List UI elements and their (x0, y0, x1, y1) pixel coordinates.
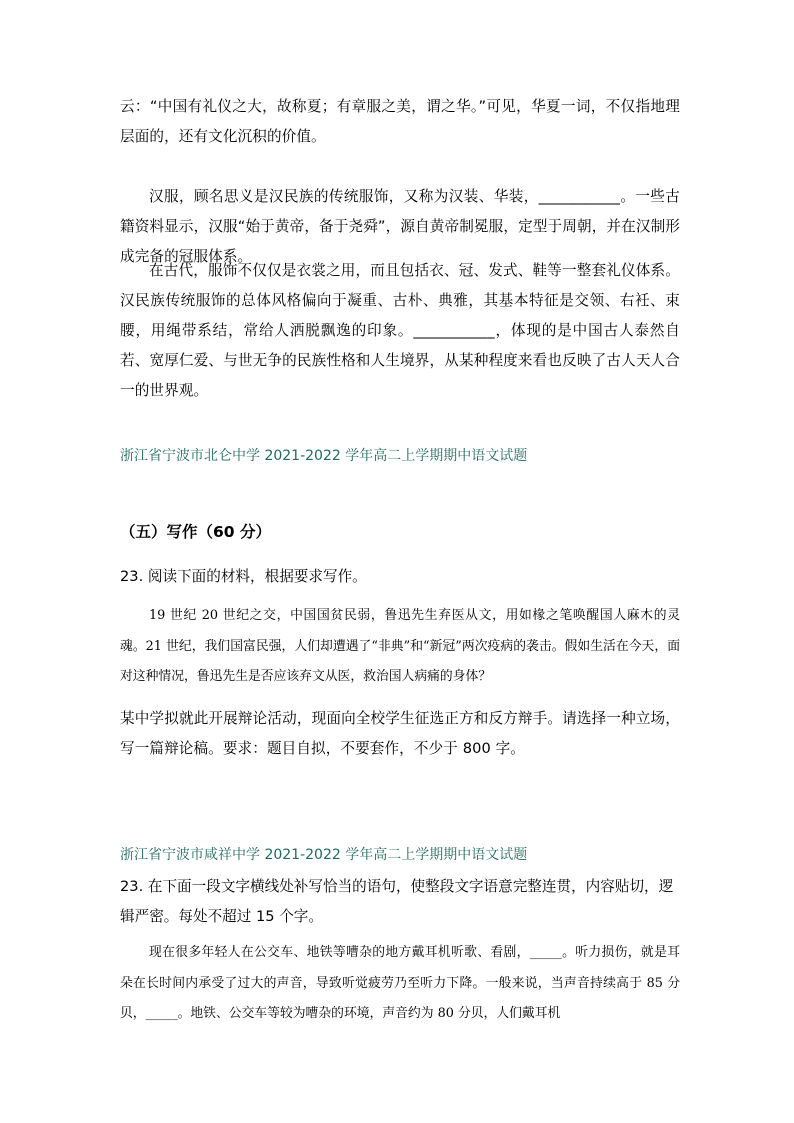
fill-material-text: 现在很多年轻人在公交车、地铁等嘈杂的地方戴耳机听歌、看剧，_____。听力损伤，就是耳朵在长时间内承受了过大的声音，导致听觉疲劳乃至听力下降。一般来说，当声音持续高于 85 分贝，_____。地铁、公交车等较为嘈杂的环境，声音约为 80 分贝，人们戴耳机 (120, 945, 680, 1021)
paragraph-hanfu-style: 在古代，服饰不仅仅是衣裳之用，而且包括衣、冠、发式、鞋等一整套礼仪体系。汉民族传统服饰的总体风格偏向于凝重、古朴、典雅，其基本特征是交领、右衽、束腰，用绳带系结，常给人洒脱飘逸的印象。___________，体现的是中国古人泰然自若、宽厚仁爱、与世无争的民族性格和人生境界，从某种程度来看也反映了古人天人合一的世界观。 (120, 262, 680, 399)
source-label-beilun: 浙江省宁波市北仑中学 2021-2022 学年高二上学期期中语文试题 (120, 448, 528, 464)
paragraph-huaxia: 云：“中国有礼仪之大，故称夏；有章服之美，谓之华。”可见，华夏一词，不仅指地理层面的，还有文化沉积的价值。 (120, 98, 680, 145)
question-23-fill-prompt: 23. 在下面一段文字横线处补写恰当的语句，使整段文字语意完整连贯，内容贴切，逻辑严密。每处不超过 15 个字。 (120, 878, 674, 925)
question-23-writing-prompt: 23. 阅读下面的材料，根据要求写作。 (120, 568, 367, 585)
paragraph-hanfu-definition: 汉服，顾名思义是汉民族的传统服饰，又称为汉装、华装，___________。一些古籍资料显示，汉服“始于黄帝，备于尧舜”，源自黄帝制冕服，定型于周朝，并在汉制形成完备的冠服体系。 (120, 188, 680, 265)
writing-requirement: 某中学拟就此开展辩论活动，现面向全校学生征选正方和反方辩手。请选择一种立场，写一篇辩论稿。要求：题目自拟，不要套作，不少于 800 字。 (120, 710, 680, 757)
source-label-xianxiang: 浙江省宁波市咸祥中学 2021-2022 学年高二上学期期中语文试题 (120, 847, 528, 863)
section-heading-writing: （五）写作（60 分） (120, 523, 271, 541)
writing-material-text: 19 世纪 20 世纪之交，中国国贫民弱，鲁迅先生弃医从文，用如椽之笔唤醒国人麻木的灵魂。21 世纪，我们国富民强，人们却遭遇了“非典”和“新冠”两次疫病的袭击。假如生活在今天，面对这种情况，鲁迅先生是否应该弃文从医，救治国人病痛的身体？ (120, 608, 680, 684)
